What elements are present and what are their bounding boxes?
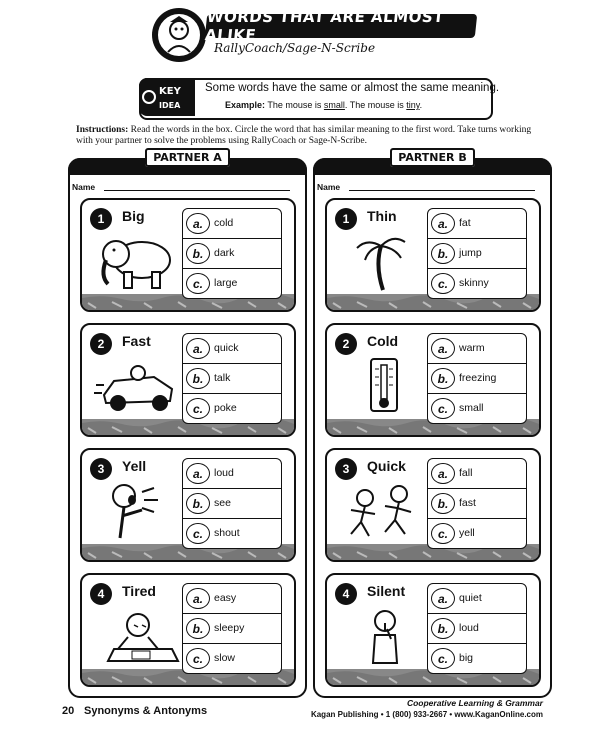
answer-option[interactable] — [428, 209, 526, 239]
option-letter: a. — [431, 338, 455, 359]
option-letter: a. — [186, 463, 210, 484]
option-text: jump — [459, 247, 482, 259]
answer-option[interactable] — [428, 394, 526, 423]
page-number: 20 — [62, 705, 75, 717]
option-text: yell — [459, 527, 475, 539]
key-icon — [141, 80, 193, 114]
option-text: small — [459, 402, 484, 414]
problem-number: 3 — [90, 458, 112, 480]
partner-b-name-label: Name — [317, 182, 341, 192]
problem-card — [325, 448, 541, 562]
partner-a-column — [68, 151, 307, 698]
option-letter: c. — [186, 398, 210, 419]
problem-illustration — [339, 480, 429, 542]
key-badge-line2: IDEA — [159, 101, 181, 110]
page-subtitle: RallyCoach/Sage-N-Scribe — [214, 41, 376, 55]
option-letter: b. — [431, 493, 455, 514]
answer-options — [427, 208, 527, 299]
example-word2: tiny — [406, 100, 420, 110]
partner-a-name-field[interactable] — [104, 190, 290, 191]
option-letter: a. — [431, 463, 455, 484]
answer-option[interactable] — [428, 459, 526, 489]
problem-card — [325, 573, 541, 687]
partner-b-column — [313, 151, 552, 698]
problem-illustration — [339, 605, 429, 667]
option-letter: b. — [431, 368, 455, 389]
key-idea-text: Some words have the same or almost the same meaning. — [205, 82, 500, 94]
answer-option[interactable] — [183, 519, 281, 548]
option-letter: a. — [431, 588, 455, 609]
problem-illustration — [339, 230, 429, 292]
answer-options — [182, 208, 282, 299]
problem-number: 2 — [335, 333, 357, 355]
problem-number: 2 — [90, 333, 112, 355]
answer-option[interactable] — [183, 459, 281, 489]
problem-word: Quick — [367, 458, 406, 474]
option-letter: c. — [431, 398, 455, 419]
example-word1: small — [323, 100, 345, 110]
option-text: skinny — [459, 277, 489, 289]
answer-option[interactable] — [428, 584, 526, 614]
answer-options — [182, 458, 282, 549]
option-text: poke — [214, 402, 237, 414]
option-text: loud — [459, 622, 479, 634]
mascot-illustration — [150, 6, 208, 64]
problem-card — [325, 323, 541, 437]
partner-a-label-text: PARTNER A — [145, 148, 230, 167]
problem-illustration — [94, 605, 184, 667]
answer-option[interactable] — [183, 269, 281, 298]
option-letter: a. — [186, 338, 210, 359]
answer-option[interactable] — [183, 334, 281, 364]
problem-number: 4 — [335, 583, 357, 605]
instructions-text: Read the words in the box. Circle the word that has similar meaning to the first word. Take turns working with your partner to solve the problems using RallyCoach or Sage-N-Scribe. — [76, 125, 532, 146]
partner-a-name-row — [72, 182, 290, 192]
problem-word: Thin — [367, 208, 397, 224]
answer-option[interactable] — [183, 614, 281, 644]
page-title: WORDS THAT ARE ALMOST ALIKE — [205, 14, 478, 38]
option-letter: c. — [431, 648, 455, 669]
answer-option[interactable] — [183, 489, 281, 519]
publisher-info: Kagan Publishing • 1 (800) 933-2667 • www.KaganOnline.com — [310, 710, 543, 719]
option-letter: b. — [186, 493, 210, 514]
answer-options — [182, 583, 282, 674]
partner-b-name-field[interactable] — [349, 190, 535, 191]
option-letter: b. — [431, 618, 455, 639]
problem-word: Silent — [367, 583, 406, 599]
option-text: fast — [459, 497, 476, 509]
instructions-label: Instructions: — [76, 125, 129, 135]
option-text: see — [214, 497, 231, 509]
option-letter: a. — [186, 588, 210, 609]
problem-card — [80, 573, 296, 687]
option-letter: c. — [431, 523, 455, 544]
example-mid: . The mouse is — [344, 100, 407, 110]
partner-b-label-text: PARTNER B — [390, 148, 474, 167]
key-idea-badge — [139, 78, 195, 116]
option-text: cold — [214, 217, 234, 229]
partner-a-name-label: Name — [72, 182, 96, 192]
answer-option[interactable] — [428, 269, 526, 298]
answer-option[interactable] — [183, 644, 281, 673]
answer-option[interactable] — [428, 644, 526, 673]
answer-option[interactable] — [428, 489, 526, 519]
answer-option[interactable] — [428, 364, 526, 394]
option-letter: b. — [186, 618, 210, 639]
option-letter: c. — [186, 523, 210, 544]
answer-option[interactable] — [183, 209, 281, 239]
instructions — [76, 125, 546, 147]
example-end: . — [419, 100, 423, 110]
option-text: dark — [214, 247, 235, 259]
problem-card — [80, 323, 296, 437]
partner-a-label — [70, 151, 305, 164]
problem-word: Tired — [122, 583, 156, 599]
option-letter: c. — [431, 273, 455, 294]
option-text: warm — [459, 342, 485, 354]
option-letter: c. — [186, 648, 210, 669]
option-text: fall — [459, 467, 473, 479]
example-pre: The mouse is — [265, 100, 324, 110]
problem-word: Yell — [122, 458, 147, 474]
problem-word: Big — [122, 208, 145, 224]
option-text: freezing — [459, 372, 497, 384]
problem-number: 4 — [90, 583, 112, 605]
option-text: easy — [214, 592, 237, 604]
answer-options — [427, 333, 527, 424]
answer-option[interactable] — [183, 584, 281, 614]
answer-option[interactable] — [428, 239, 526, 269]
answer-option[interactable] — [428, 519, 526, 548]
option-text: fat — [459, 217, 471, 229]
option-text: slow — [214, 652, 236, 664]
problem-illustration — [94, 355, 184, 417]
answer-option[interactable] — [428, 614, 526, 644]
answer-option[interactable] — [183, 239, 281, 269]
problem-illustration — [94, 480, 184, 542]
option-text: loud — [214, 467, 234, 479]
partner-b-name-row — [317, 182, 535, 192]
book-title: Cooperative Learning & Grammar — [406, 698, 543, 708]
option-text: quick — [214, 342, 239, 354]
option-text: big — [459, 652, 474, 664]
option-text: talk — [214, 372, 231, 384]
answer-option[interactable] — [183, 394, 281, 423]
option-letter: b. — [431, 243, 455, 264]
problem-number: 3 — [335, 458, 357, 480]
answer-options — [427, 583, 527, 674]
problem-word: Fast — [122, 333, 151, 349]
problem-illustration — [339, 355, 429, 417]
option-letter: c. — [186, 273, 210, 294]
page-section: Synonyms & Antonyms — [84, 705, 208, 717]
problem-number: 1 — [335, 208, 357, 230]
problem-number: 1 — [90, 208, 112, 230]
option-text: shout — [214, 527, 240, 539]
answer-options — [182, 333, 282, 424]
problem-card — [325, 198, 541, 312]
answer-options — [427, 458, 527, 549]
key-idea-example — [225, 100, 422, 110]
problem-word: Cold — [367, 333, 399, 349]
option-letter: a. — [431, 213, 455, 234]
problem-card — [80, 448, 296, 562]
option-letter: b. — [186, 368, 210, 389]
problem-card — [80, 198, 296, 312]
partner-b-label — [315, 151, 550, 164]
option-letter: b. — [186, 243, 210, 264]
option-text: large — [214, 277, 238, 289]
key-badge-line1: KEY — [159, 86, 181, 97]
answer-option[interactable] — [428, 334, 526, 364]
answer-option[interactable] — [183, 364, 281, 394]
problem-illustration — [94, 230, 184, 292]
option-text: quiet — [459, 592, 482, 604]
example-label: Example: — [225, 100, 266, 110]
option-letter: a. — [186, 213, 210, 234]
option-text: sleepy — [214, 622, 245, 634]
